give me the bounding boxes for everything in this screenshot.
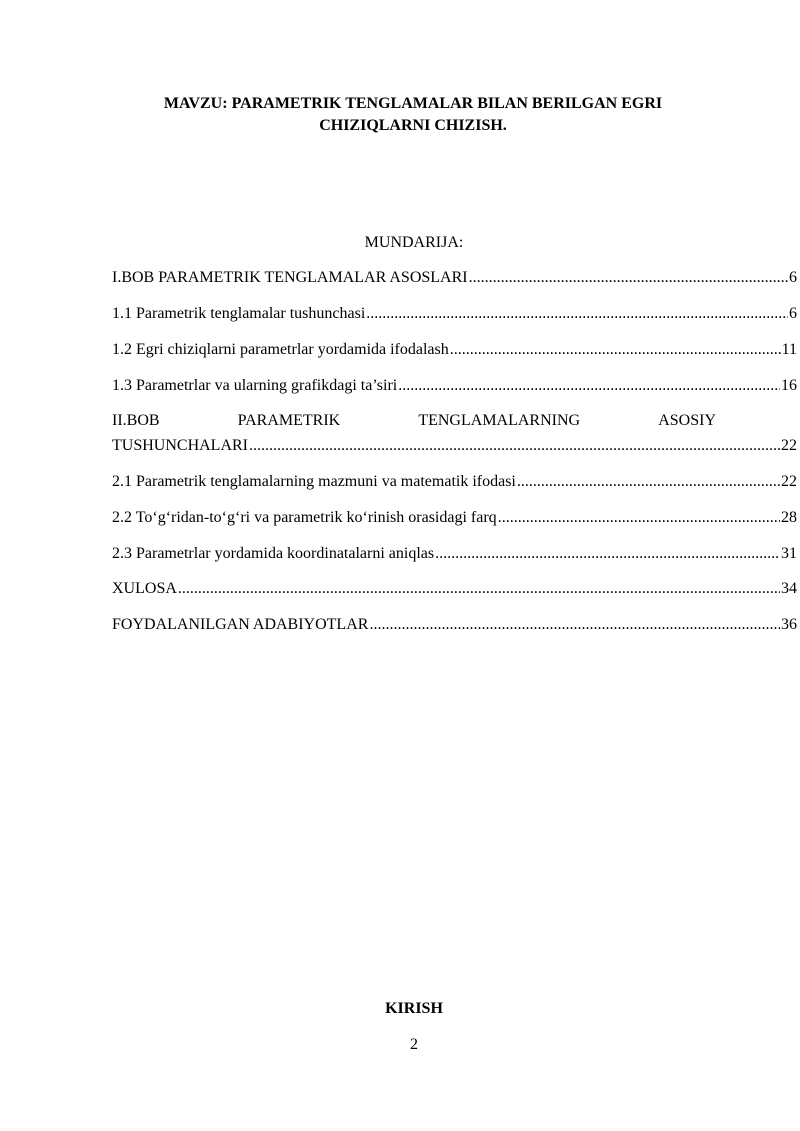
toc-entry-chapter-2-line-2[interactable] xyxy=(112,435,797,457)
toc-leader-dots xyxy=(435,543,780,565)
toc-entry-page: 6 xyxy=(789,269,797,286)
toc-entry[interactable] xyxy=(112,507,797,529)
toc-word: ASOSIY xyxy=(658,412,716,429)
page-number: 2 xyxy=(410,1036,418,1053)
toc-entry-label: TUSHUNCHALARI xyxy=(112,437,248,454)
toc-leader-dots xyxy=(366,303,788,325)
toc-entry[interactable] xyxy=(112,375,797,397)
toc-entry-page: 22 xyxy=(781,473,797,490)
toc-entry-page: 36 xyxy=(781,616,797,633)
toc-entry-label: 1.1 Parametrik tenglamalar tushunchasi xyxy=(112,305,366,322)
toc-entry-page: 28 xyxy=(781,509,797,526)
toc-leader-dots xyxy=(517,471,780,493)
toc-entry-page: 16 xyxy=(781,377,797,394)
toc-entry[interactable] xyxy=(112,578,797,600)
toc-entry[interactable] xyxy=(112,339,797,361)
toc-entry-label: FOYDALANILGAN ADABIYOTLAR xyxy=(112,616,369,633)
toc-leader-dots xyxy=(498,507,780,529)
toc-leader-dots xyxy=(469,267,788,289)
toc-leader-dots xyxy=(398,375,780,397)
toc-leader-dots xyxy=(178,578,780,600)
toc-entry[interactable] xyxy=(112,303,797,325)
title-line-2: CHIZIQLARNI CHIZISH. xyxy=(319,117,507,134)
toc-entry[interactable] xyxy=(112,614,797,636)
toc-word: PARAMETRIK xyxy=(237,412,341,429)
toc-entry[interactable] xyxy=(112,267,797,289)
toc-entry-page: 6 xyxy=(789,305,797,322)
toc-entry-label: 2.1 Parametrik tenglamalarning mazmuni va matematik ifodasi xyxy=(112,473,516,490)
toc-entry-label: 2.2 To‘g‘ridan-to‘g‘ri va parametrik ko‘rinish orasidagi farq xyxy=(112,509,497,526)
toc-leader-dots xyxy=(369,614,780,636)
toc-entry-label: 1.3 Parametrlar va ularning grafikdagi ta’siri xyxy=(112,377,398,394)
toc-entry-chapter-2-line-1[interactable] xyxy=(112,410,716,432)
toc-leader-dots xyxy=(450,339,781,361)
toc-word: TENGLAMALARNING xyxy=(418,412,581,429)
toc-entry-page: 31 xyxy=(781,545,797,562)
toc-entry-page: 22 xyxy=(781,437,797,454)
toc-entry-page: 11 xyxy=(781,341,797,358)
toc-entry[interactable] xyxy=(112,543,797,565)
toc-entry-label: 1.2 Egri chiziqlarni parametrlar yordamida ifodalash xyxy=(112,341,449,358)
toc-entry-label: I.BOB PARAMETRIK TENGLAMALAR ASOSLARI xyxy=(112,269,468,286)
toc-heading: MUNDARIJA: xyxy=(364,234,464,251)
toc-entry[interactable] xyxy=(112,471,797,493)
toc-entry-label: 2.3 Parametrlar yordamida koordinatalarni aniqlas xyxy=(112,545,435,562)
toc-leader-dots xyxy=(249,435,780,457)
title-line-1: MAVZU: PARAMETRIK TENGLAMALAR BILAN BERILGAN EGRI xyxy=(163,95,663,112)
section-heading-kirish: KIRISH xyxy=(385,1000,443,1017)
toc-entry-label: XULOSA xyxy=(112,580,177,597)
document-title xyxy=(140,93,686,137)
toc-word: II.BOB xyxy=(112,412,160,429)
toc-entry-page: 34 xyxy=(781,580,797,597)
